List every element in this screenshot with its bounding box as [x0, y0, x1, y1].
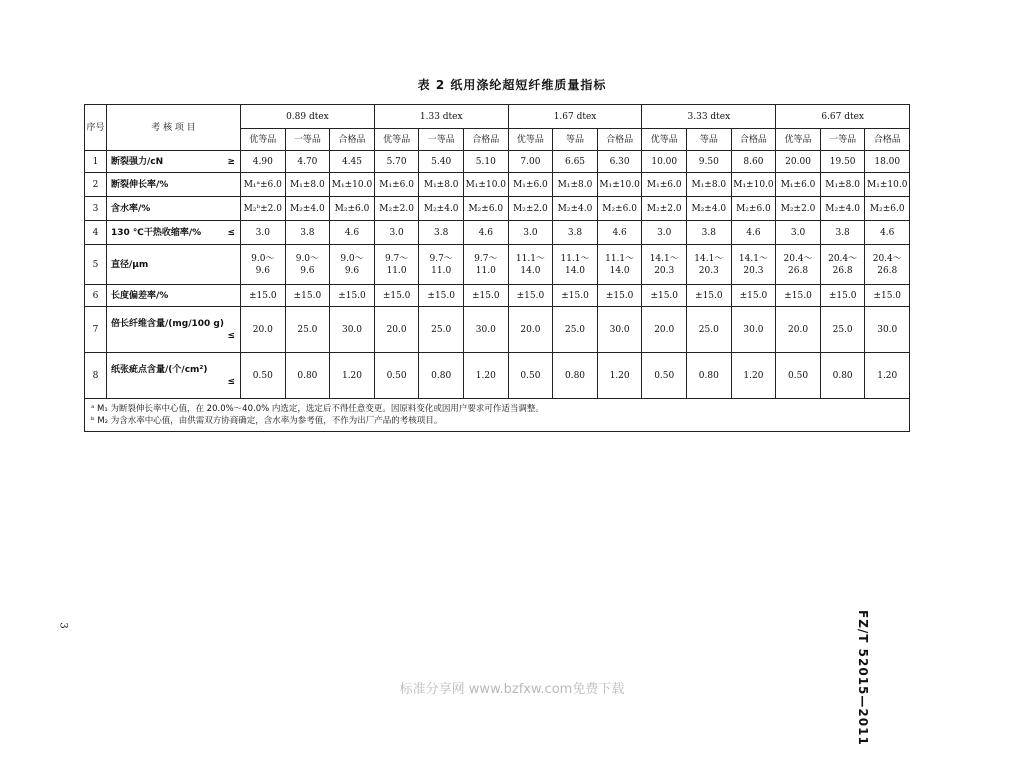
item-cell — [107, 353, 241, 399]
grade-header: 一等品 — [419, 129, 464, 151]
value-range-end: 11.0 — [386, 265, 407, 276]
value-cell — [597, 245, 642, 285]
value-cell: 3.0 — [508, 221, 553, 245]
value-cell: 0.80 — [553, 353, 598, 399]
value-cell: 6.65 — [553, 151, 598, 173]
notes-cell — [85, 399, 910, 432]
value-range-end: 26.8 — [877, 265, 898, 276]
value-cell — [241, 245, 286, 285]
value-range-end: 11.0 — [475, 265, 496, 276]
value-cell: 18.00 — [865, 151, 910, 173]
standard-code: FZ/T 52015—2011 — [856, 610, 870, 746]
value-cell: 20.0 — [241, 307, 286, 353]
value-range-end: 20.3 — [743, 265, 764, 276]
value-cell: 3.0 — [776, 221, 821, 245]
value-cell: 25.0 — [285, 307, 330, 353]
value-cell: M₁±6.0 — [508, 173, 553, 197]
value-range-end: 26.8 — [788, 265, 809, 276]
value-range-start: 20.4～ — [828, 253, 858, 264]
value-cell: M₂±6.0 — [464, 197, 509, 221]
item-cell — [107, 151, 241, 173]
page-number: 3 — [57, 622, 69, 629]
value-cell: 5.70 — [374, 151, 419, 173]
table-title: 表 2 纸用涤纶超短纤维质量指标 — [417, 78, 607, 92]
value-cell: M₂±4.0 — [687, 197, 732, 221]
value-cell: 20.0 — [776, 307, 821, 353]
value-cell: 3.8 — [553, 221, 598, 245]
value-cell: M₂±6.0 — [330, 197, 375, 221]
value-cell: M₂±2.0 — [508, 197, 553, 221]
value-cell: 30.0 — [597, 307, 642, 353]
item-cell — [107, 285, 241, 307]
value-cell — [642, 245, 687, 285]
value-range-end: 14.0 — [609, 265, 630, 276]
item-name: 直径/μm — [111, 259, 149, 270]
value-cell: 1.20 — [731, 353, 776, 399]
grade-header: 优等品 — [241, 129, 286, 151]
row-number: 6 — [85, 285, 107, 307]
value-cell: 30.0 — [865, 307, 910, 353]
value-cell: M₁±6.0 — [776, 173, 821, 197]
grade-header: 等品 — [553, 129, 598, 151]
value-cell: 0.80 — [419, 353, 464, 399]
value-cell — [687, 245, 732, 285]
value-cell: 3.8 — [419, 221, 464, 245]
value-range-start: 9.7～ — [429, 253, 453, 264]
value-cell — [464, 245, 509, 285]
value-cell: M₁±10.0 — [731, 173, 776, 197]
value-cell: M₁±8.0 — [687, 173, 732, 197]
value-cell: ±15.0 — [776, 285, 821, 307]
operator-symbol: ≤ — [227, 376, 235, 387]
value-cell: 0.50 — [776, 353, 821, 399]
value-cell: M₁±8.0 — [553, 173, 598, 197]
value-cell — [419, 245, 464, 285]
value-cell: M₁±10.0 — [330, 173, 375, 197]
value-cell: M₂±4.0 — [285, 197, 330, 221]
grade-header: 优等品 — [642, 129, 687, 151]
value-cell: M₁ᵃ±6.0 — [241, 173, 286, 197]
value-range-start: 9.0～ — [251, 253, 275, 264]
value-range-start: 9.7～ — [474, 253, 498, 264]
value-cell: 4.6 — [731, 221, 776, 245]
value-range-start: 9.0～ — [340, 253, 364, 264]
table-row — [85, 221, 910, 245]
value-cell: M₂±2.0 — [642, 197, 687, 221]
item-name: 130 ℃干热收缩率/% — [111, 227, 202, 238]
value-cell: 20.0 — [374, 307, 419, 353]
dtex-header: 0.89 dtex — [241, 105, 375, 129]
watermark: 标准分享网 www.bzfxw.com免费下载 — [399, 682, 625, 697]
item-name: 长度偏差率/% — [111, 290, 169, 301]
value-range-end: 20.3 — [654, 265, 675, 276]
value-cell: M₁±6.0 — [642, 173, 687, 197]
item-cell — [107, 245, 241, 285]
value-cell: 0.50 — [241, 353, 286, 399]
value-range-start: 14.1～ — [738, 253, 768, 264]
value-cell: 4.70 — [285, 151, 330, 173]
value-cell: 0.80 — [687, 353, 732, 399]
table-row — [85, 307, 910, 353]
value-cell: ±15.0 — [330, 285, 375, 307]
item-name: 纸张疵点含量/(个/cm²) — [111, 364, 208, 375]
value-cell: ±15.0 — [464, 285, 509, 307]
value-cell: 4.6 — [597, 221, 642, 245]
grade-header: 合格品 — [597, 129, 642, 151]
value-cell: M₁±8.0 — [419, 173, 464, 197]
item-cell — [107, 173, 241, 197]
grade-header: 一等品 — [820, 129, 865, 151]
value-cell: M₂±4.0 — [419, 197, 464, 221]
grade-header: 合格品 — [464, 129, 509, 151]
item-name: 倍长纤维含量/(mg/100 g) — [111, 318, 224, 329]
grade-header: 合格品 — [865, 129, 910, 151]
value-range-end: 11.0 — [431, 265, 452, 276]
table-row — [85, 173, 910, 197]
value-cell — [330, 245, 375, 285]
value-cell: ±15.0 — [597, 285, 642, 307]
value-cell: 19.50 — [820, 151, 865, 173]
value-cell: 3.0 — [374, 221, 419, 245]
dtex-header: 1.67 dtex — [508, 105, 642, 129]
table-row — [85, 151, 910, 173]
operator-symbol: ≤ — [227, 227, 235, 238]
item-cell — [107, 197, 241, 221]
value-range-end: 9.6 — [344, 265, 360, 276]
value-cell: ±15.0 — [865, 285, 910, 307]
value-cell — [508, 245, 553, 285]
table-row — [85, 197, 910, 221]
value-cell: 30.0 — [464, 307, 509, 353]
value-range-start: 11.1～ — [560, 253, 590, 264]
grade-header: 一等品 — [285, 129, 330, 151]
value-cell: M₂±6.0 — [865, 197, 910, 221]
value-cell: 20.00 — [776, 151, 821, 173]
dtex-header: 3.33 dtex — [642, 105, 776, 129]
value-range-end: 9.6 — [300, 265, 315, 276]
value-cell: 4.6 — [865, 221, 910, 245]
row-number: 2 — [85, 173, 107, 197]
item-name: 含水率/% — [111, 203, 151, 214]
value-cell: M₁±10.0 — [597, 173, 642, 197]
value-cell: M₂±4.0 — [820, 197, 865, 221]
value-range-end: 26.8 — [832, 265, 853, 276]
value-cell — [820, 245, 865, 285]
seq-header: 序号 — [85, 105, 107, 151]
table-row — [85, 245, 910, 285]
row-number: 8 — [85, 353, 107, 399]
value-cell: 20.0 — [508, 307, 553, 353]
value-cell: 1.20 — [330, 353, 375, 399]
value-cell: 0.50 — [374, 353, 419, 399]
value-cell: 4.45 — [330, 151, 375, 173]
table-row — [85, 285, 910, 307]
value-cell: M₂±6.0 — [731, 197, 776, 221]
value-range-end: 14.0 — [520, 265, 541, 276]
header-row-dtex — [85, 105, 910, 129]
value-cell: ±15.0 — [687, 285, 732, 307]
value-cell: ±15.0 — [508, 285, 553, 307]
value-cell: M₁±8.0 — [820, 173, 865, 197]
value-cell: 25.0 — [553, 307, 598, 353]
value-cell: 10.00 — [642, 151, 687, 173]
value-cell — [553, 245, 598, 285]
value-cell: 3.0 — [642, 221, 687, 245]
value-cell: 25.0 — [687, 307, 732, 353]
value-cell: 25.0 — [820, 307, 865, 353]
row-number: 5 — [85, 245, 107, 285]
value-cell: M₂±2.0 — [374, 197, 419, 221]
quality-spec-table — [84, 104, 910, 432]
value-cell: 3.8 — [285, 221, 330, 245]
value-cell: 0.50 — [508, 353, 553, 399]
row-number: 4 — [85, 221, 107, 245]
item-name: 断裂伸长率/% — [111, 179, 169, 190]
value-cell: 4.6 — [330, 221, 375, 245]
value-cell: ±15.0 — [731, 285, 776, 307]
value-range-end: 9.6 — [255, 265, 270, 276]
value-cell: ±15.0 — [642, 285, 687, 307]
operator-symbol: ≤ — [227, 330, 235, 341]
value-cell: 0.80 — [285, 353, 330, 399]
value-cell — [776, 245, 821, 285]
value-cell: 1.20 — [865, 353, 910, 399]
row-number: 7 — [85, 307, 107, 353]
value-cell: 5.10 — [464, 151, 509, 173]
value-cell: ±15.0 — [285, 285, 330, 307]
item-cell — [107, 221, 241, 245]
value-range-start: 20.4～ — [783, 253, 813, 264]
grade-header: 优等品 — [374, 129, 419, 151]
value-cell — [731, 245, 776, 285]
value-cell: 25.0 — [419, 307, 464, 353]
grade-header: 合格品 — [731, 129, 776, 151]
value-cell: 4.90 — [241, 151, 286, 173]
value-cell: 30.0 — [731, 307, 776, 353]
value-cell: M₂±2.0 — [776, 197, 821, 221]
notes-row — [85, 399, 910, 432]
value-range-start: 20.4～ — [872, 253, 902, 264]
dtex-header: 1.33 dtex — [374, 105, 508, 129]
value-cell: 6.30 — [597, 151, 642, 173]
note-b: ᵇ M₂ 为含水率中心值，由供需双方协商确定，含水率为参考值，不作为出厂产品的考核项目。 — [91, 416, 443, 426]
value-cell: 1.20 — [597, 353, 642, 399]
value-range-start: 14.1～ — [649, 253, 679, 264]
value-range-end: 20.3 — [698, 265, 719, 276]
value-cell: ±15.0 — [553, 285, 598, 307]
value-cell: M₁±10.0 — [464, 173, 509, 197]
grade-header: 合格品 — [330, 129, 375, 151]
value-cell: 9.50 — [687, 151, 732, 173]
value-cell: 3.0 — [241, 221, 286, 245]
item-name: 断裂强力/cN — [111, 156, 164, 167]
row-number: 3 — [85, 197, 107, 221]
dtex-header: 6.67 dtex — [776, 105, 910, 129]
value-cell: M₁±8.0 — [285, 173, 330, 197]
value-cell: 3.8 — [687, 221, 732, 245]
value-cell: 4.6 — [464, 221, 509, 245]
value-cell: M₁±10.0 — [865, 173, 910, 197]
value-range-start: 11.1～ — [515, 253, 545, 264]
value-cell: M₂ᵇ±2.0 — [241, 197, 286, 221]
operator-symbol: ≥ — [227, 156, 235, 167]
value-cell: 20.0 — [642, 307, 687, 353]
item-header: 考 核 项 目 — [107, 105, 241, 151]
grade-header: 等品 — [687, 129, 732, 151]
value-cell: 5.40 — [419, 151, 464, 173]
value-cell: 1.20 — [464, 353, 509, 399]
value-cell: 30.0 — [330, 307, 375, 353]
value-cell: M₁±6.0 — [374, 173, 419, 197]
value-cell: M₂±4.0 — [553, 197, 598, 221]
value-range-start: 14.1～ — [694, 253, 724, 264]
grade-header: 优等品 — [776, 129, 821, 151]
value-range-start: 11.1～ — [605, 253, 635, 264]
value-cell: 3.8 — [820, 221, 865, 245]
value-cell — [865, 245, 910, 285]
value-cell: ±15.0 — [374, 285, 419, 307]
value-cell — [374, 245, 419, 285]
value-range-start: 9.7～ — [384, 253, 409, 264]
value-cell: 8.60 — [731, 151, 776, 173]
value-cell: 7.00 — [508, 151, 553, 173]
row-number: 1 — [85, 151, 107, 173]
value-cell: M₂±6.0 — [597, 197, 642, 221]
value-cell: 0.50 — [642, 353, 687, 399]
value-cell: ±15.0 — [241, 285, 286, 307]
value-range-end: 14.0 — [564, 265, 586, 276]
note-a: ᵃ M₁ 为断裂伸长率中心值，在 20.0%～40.0% 内选定，选定后不得任意变更。因原料变化或因用户要求可作适当调整。 — [91, 404, 544, 414]
value-cell — [285, 245, 330, 285]
table-row — [85, 353, 910, 399]
item-cell — [107, 307, 241, 353]
value-cell: ±15.0 — [419, 285, 464, 307]
value-cell: ±15.0 — [820, 285, 865, 307]
value-range-start: 9.0～ — [295, 253, 320, 264]
value-cell: 0.80 — [820, 353, 865, 399]
grade-header: 优等品 — [508, 129, 553, 151]
